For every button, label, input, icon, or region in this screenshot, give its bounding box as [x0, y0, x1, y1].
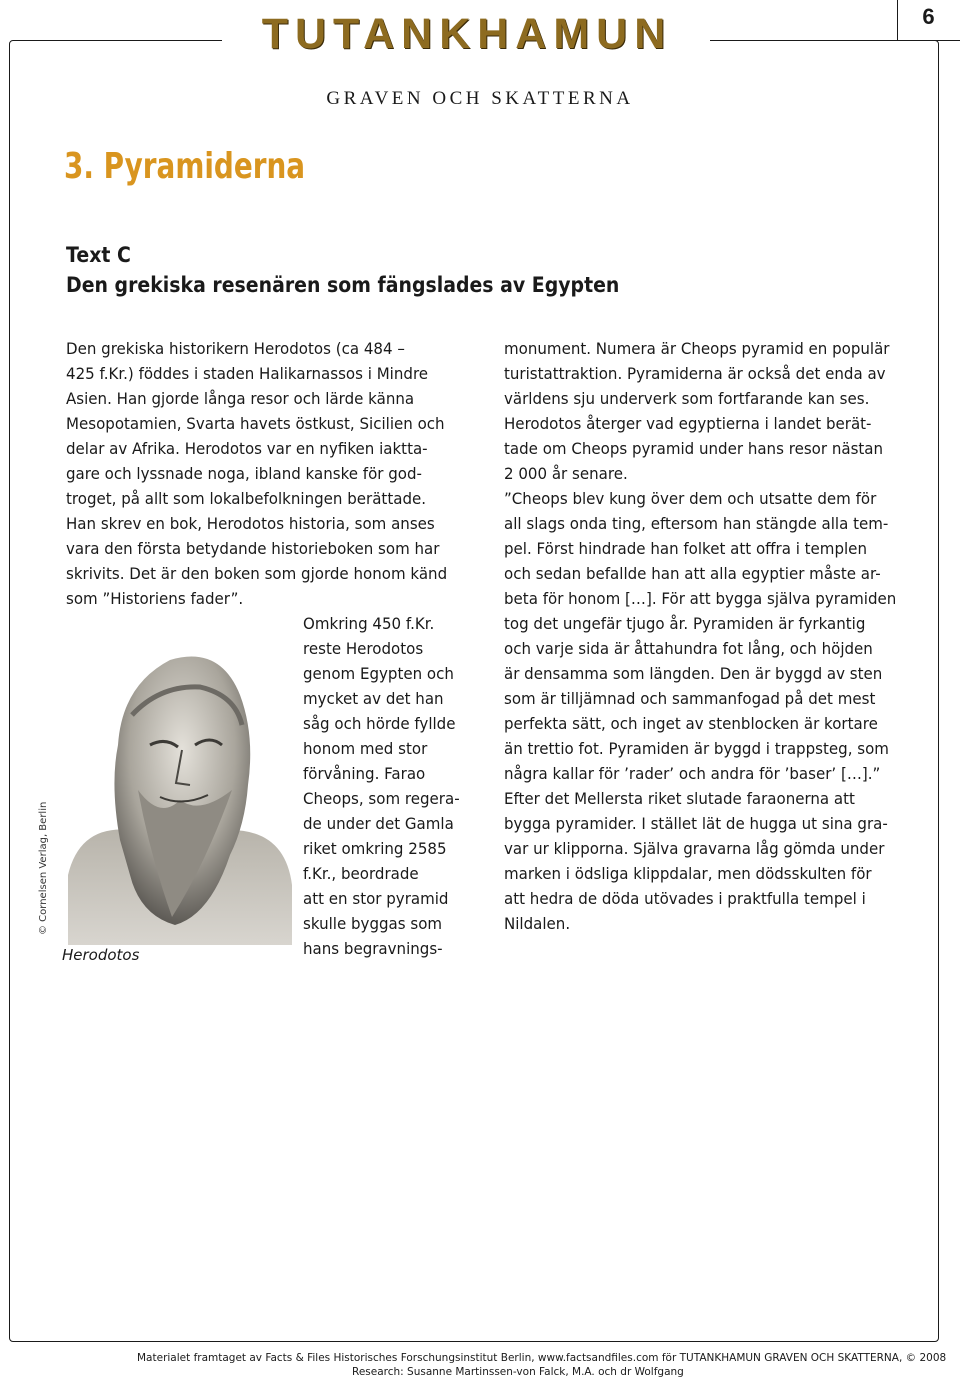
text-line: beta för honom […]. För att bygga själva pyramiden — [504, 589, 897, 608]
text-line: perfekta sätt, och inget av stenblocken är kortare — [504, 714, 878, 733]
text-line: f.Kr., beordrade — [303, 864, 419, 883]
text-line: 2 000 år senare. — [504, 464, 628, 483]
logo-subtitle: GRAVEN OCH SKATTERNA — [326, 88, 634, 109]
text-line: riket omkring 2585 — [303, 839, 447, 858]
text-line: förvåning. Farao — [303, 764, 426, 783]
left-column-text-beside-image — [303, 611, 460, 961]
text-line: skrivits. Det är den boken som gjorde honom känd — [66, 564, 448, 583]
page-number: 6 — [922, 4, 935, 29]
herodotos-bust-image — [60, 625, 300, 945]
text-line: Omkring 450 f.Kr. — [303, 614, 435, 633]
text-line: Han skrev en bok, Herodotos historia, som anses — [66, 514, 435, 533]
text-line: genom Egypten och — [303, 664, 454, 683]
text-line: är densamma som längden. Den är byggd av sten — [504, 664, 883, 683]
text-line: att en stor pyramid — [303, 889, 449, 908]
text-line: reste Herodotos — [303, 639, 424, 658]
copyright-notice: © Cornelsen Verlag, Berlin — [38, 801, 49, 935]
text-line: Cheops, som regera- — [303, 789, 460, 808]
text-line: tog det ungefär tjugo år. Pyramiden är fyrkantig — [504, 614, 866, 633]
footer-line-2: Research: Susanne Martinssen-von Falck, M.A. och dr Wolfgang — [352, 1366, 684, 1378]
image-caption: Herodotos — [62, 946, 140, 964]
text-line: pel. Först hindrade han folket att offra i templen — [504, 539, 867, 558]
text-line: hans begravnings- — [303, 939, 443, 958]
text-line: Den grekiska historikern Herodotos (ca 484 – — [66, 339, 405, 358]
text-line: att hedra de döda utövades i praktfulla tempel i — [504, 889, 866, 908]
text-line: tade om Cheops pyramid under hans resor nästan — [504, 439, 884, 458]
text-line: marken i ödsliga klippdalar, men dödsskulten för — [504, 864, 872, 883]
text-line: Nildalen. — [504, 914, 571, 933]
text-line: såg och hörde fyllde — [303, 714, 456, 733]
text-line: bygga pyramider. I stället lät de hugga ut sina gra- — [504, 814, 888, 833]
text-line: troget, på allt som lokalbefolkningen berättade. — [66, 489, 427, 508]
footer-line-1: Materialet framtaget av Facts & Files Historisches Forschungsinstitut Berlin, www.factsandfiles.com för TUTANKHAMUN GRAVEN OCH SKATTERNA, © 2008 — [137, 1352, 947, 1364]
text-line: gare och lyssnade noga, ibland kanske för god- — [66, 464, 422, 483]
logo-title: TUTANKHAMUN — [261, 10, 673, 58]
left-column-text — [66, 336, 447, 611]
text-label: Text C — [66, 243, 131, 267]
text-line: all slags onda ting, eftersom han stängde alla tem- — [504, 514, 889, 533]
text-line: Efter det Mellersta riket slutade faraonerna att — [504, 789, 855, 808]
text-line: delar av Afrika. Herodotos var en nyfiken iaktta- — [66, 439, 428, 458]
text-line: de under det Gamla — [303, 814, 454, 833]
text-line: vara den första betydande historieboken som har — [66, 539, 440, 558]
text-line: mycket av det han — [303, 689, 444, 708]
text-line: Asien. Han gjorde långa resor och lärde känna — [66, 389, 415, 408]
text-title: Den grekiska resenären som fängslades av Egypten — [66, 273, 620, 297]
chapter-title: 3. Pyramiderna — [64, 146, 306, 187]
text-line: Mesopotamien, Svarta havets östkust, Sicilien och — [66, 414, 445, 433]
text-line: som är tilljämnad och sammanfogad på det mest — [504, 689, 876, 708]
right-column-text — [504, 336, 896, 936]
text-line: några kallar för ’rader’ och andra för ’baser’ […].” — [504, 764, 881, 783]
text-line: Herodotos återger vad egyptierna i landet berät- — [504, 414, 872, 433]
text-line: och sedan befallde han att alla egyptier måste ar- — [504, 564, 881, 583]
text-line: 425 f.Kr.) föddes i staden Halikarnassos i Mindre — [66, 364, 429, 383]
text-line: var ur klipporna. Själva gravarna låg gömda under — [504, 839, 885, 858]
text-line: honom med stor — [303, 739, 428, 758]
text-line: än trettio fot. Pyramiden är byggd i trappsteg, som — [504, 739, 889, 758]
text-line: ”Cheops blev kung över dem och utsatte dem för — [504, 489, 877, 508]
text-line: och varje sida är åttahundra fot lång, och höjden — [504, 639, 873, 658]
text-line: monument. Numera är Cheops pyramid en populär — [504, 339, 890, 358]
text-line: världens sju underverk som fortfarande kan ses. — [504, 389, 870, 408]
text-line: turistattraktion. Pyramiderna är också det enda av — [504, 364, 886, 383]
text-line: skulle byggas som — [303, 914, 443, 933]
text-line: som ”Historiens fader”. — [66, 589, 244, 608]
